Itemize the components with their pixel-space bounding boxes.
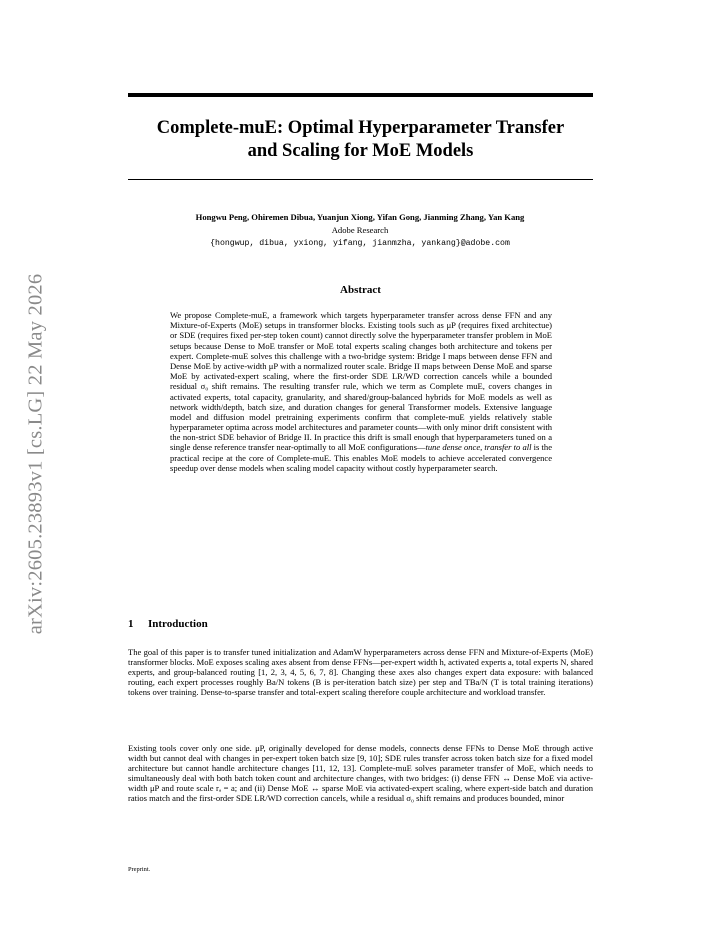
intro-paragraph-1: The goal of this paper is to transfer tuned initialization and AdamW hyperparameters across dense FFN and Mixture-of-Experts (MoE) transformer blocks. MoE exposes scaling axes absent from dense FFNs—per-expert width h, activated experts a, total experts N, shared experts, and group-balanced routing [1, 2, 3, 4, 5, 6, 7, 8]. Changing these axes also changes expert data exposure: with balanced routing, each expert processes roughly Ba/N tokens (B is per-iteration batch size) per step and TBa/N (T is total training iterations) tokens over training. Dense-to-sparse transfer and total-expert scaling therefore couple architecture and workload transfer. bbox=[128, 647, 593, 698]
author-list: Hongwu Peng, Ohiremen Dibua, Yuanjun Xiong, Yifan Gong, Jianming Zhang, Yan Kang bbox=[195, 212, 525, 222]
footer-label: Preprint. bbox=[128, 866, 151, 873]
arxiv-stamp-text: arXiv:2605.23893v1 [cs.LG] 22 May 2026 bbox=[24, 273, 47, 635]
title-bottom-rule bbox=[128, 179, 593, 180]
section-number: 1 bbox=[128, 618, 134, 630]
section-heading bbox=[128, 618, 208, 630]
title-line-2: and Scaling for MoE Models bbox=[247, 141, 474, 161]
abstract-text: We propose Complete-muE, a framework which targets hyperparameter transfer across dense FFN and any Mixture-of-Experts (MoE) setups in transformer blocks. Existing tools such as μP (requires fixed architectue) or SDE (requires fixed per-step token count) cannot directly solve the hyperparameter transfer problem in MoE setups because Dense to MoE transfer or MoE total experts scaling changes both architecture and tokens per expert. Complete-muE solves this challenge with a two-bridge system: Bridge I maps between dense FFN and Dense MoE by active-width μP with a normalized router scale. Bridge II maps between Dense MoE and sparse MoE by activated-expert scaling, where the first-order SDE LR/WD correction cancels while a bounded residual σ₀ shift remains. The resulting transfer rule, which we term as Complete muE, covers changes in activated experts, total capacity, granularity, and shared/group-balanced hybrids for MoE models as well as network width/depth, batch size, and duration changes for general Transformer models. Extensive language model and diffusion model pretraining experiments confirm that complete-muE yields relatively stable hyperparameter optima across model architectures and parameter counts—with only minor drift consistent with the non-strict SDE behavior of Bridge II. In practice this drift is small enough that hyperparameters tuned on a single dense reference transfer near-optimally to all MoE configurations— bbox=[170, 310, 552, 453]
title-top-rule bbox=[128, 93, 593, 97]
arxiv-stamp bbox=[8, 256, 64, 652]
abstract-motto: tune dense once, transfer to all bbox=[425, 442, 532, 453]
author-emails: {hongwup, dibua, yxiong, yifang, jianmzha, yankang}@adobe.com bbox=[210, 239, 510, 248]
abstract-body bbox=[170, 310, 552, 473]
intro-paragraph-2: Existing tools cover only one side. μP, originally developed for dense models, connects dense FFNs to Dense MoE through active width but cannot deal with changes in per-expert token batch size [9, 10]; SDE rules transfer across token batch size for a fixed model architecture but cannot handle architecture changes [11, 12, 13]. Complete-muE solves parameter transfer of MoE, which needs to simultaneously deal with both batch token count and architecture changes, with two bridges: (i) dense FFN ↔ Dense MoE via active-width μP and route scale rₐ = a; and (ii) Dense MoE ↔ sparse MoE via activated-expert scaling, where expert-side batch and duration ratios match and the first-order SDE LR/WD correction cancels, while a residual σ₀ shift remains and produces bounded, minor bbox=[128, 743, 593, 804]
abstract-heading: Abstract bbox=[340, 284, 381, 296]
paper-title bbox=[128, 117, 593, 163]
affiliation: Adobe Research bbox=[331, 225, 389, 235]
title-line-1: Complete-muE: Optimal Hyperparameter Transfer bbox=[156, 118, 565, 138]
section-title: Introduction bbox=[148, 618, 208, 630]
abstract-text-end: is the practical recipe at the core of Complete-muE. This enables MoE models to achieve accelerated convergence speedup over dense models when scaling model capacity without costly hyperparameter search. bbox=[170, 442, 552, 473]
